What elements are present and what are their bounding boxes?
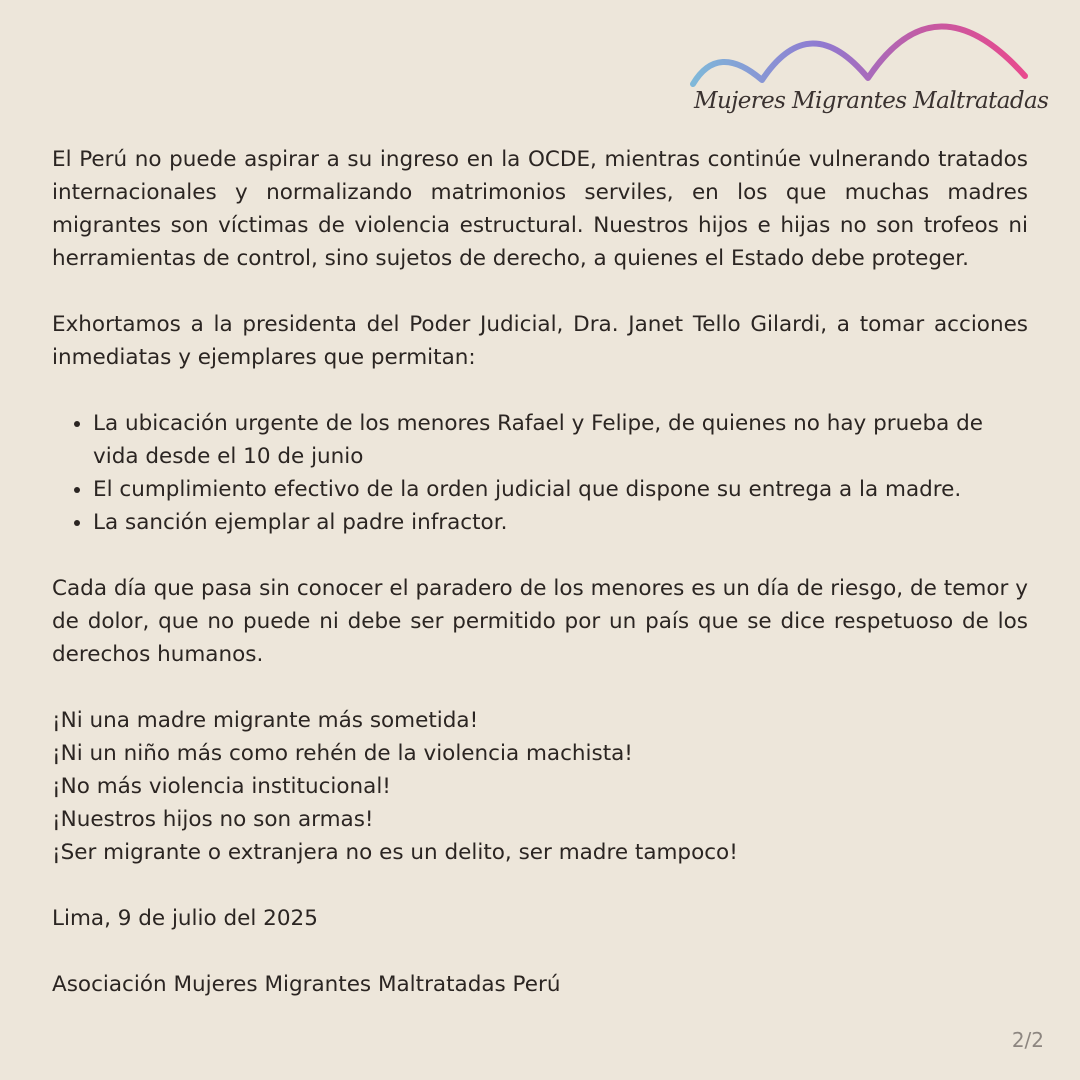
logo-wordmark: Mujeres Migrantes Maltratadas [694,88,1049,114]
list-item: • La ubicación urgente de los menores Rafael y Felipe, de quienes no hay prueba de vida desde el 10 de junio [93,407,1028,473]
organization-logo [688,0,1049,130]
page-number: 2/2 [1011,1028,1044,1052]
slogan-line: ¡No más violencia institucional! [52,774,391,799]
demands-list [52,407,1028,539]
letter-body [52,143,1028,1001]
slogan-line: ¡Nuestros hijos no son armas! [52,807,374,832]
wave-arc-logo-graphic [688,0,1033,90]
slogan-line: ¡Ni una madre migrante más sometida! [52,708,479,733]
slogan-line: ¡Ni un niño más como rehén de la violencia machista! [52,741,633,766]
signature: Asociación Mujeres Migrantes Maltratadas Perú [52,972,561,997]
spacer [52,374,1028,407]
place-date: Lima, 9 de julio del 2025 [52,906,318,931]
paragraph-ocde: El Perú no puede aspirar a su ingreso en la OCDE, mientras continúe vulnerando tratados internacionales y normalizando matrimonios serviles, en los que muchas madres migrantes son víctimas de violencia estructural. Nuestros hijos e hijas no son trofeos ni herramientas de control, sino sujetos de derecho, a quienes el Estado debe proteger. [52,147,1028,271]
slogans [52,704,1028,869]
paragraph-exhortation: Exhortamos a la presidenta del Poder Judicial, Dra. Janet Tello Gilardi, a tomar acciones inmediatas y ejemplares que permitan: [52,312,1028,370]
list-item: • La sanción ejemplar al padre infractor. [93,506,1028,539]
slogan-line: ¡Ser migrante o extranjera no es un delito, ser madre tampoco! [52,840,738,865]
list-item: • El cumplimiento efectivo de la orden judicial que dispone su entrega a la madre. [93,473,1028,506]
paragraph-risk: Cada día que pasa sin conocer el paradero de los menores es un día de riesgo, de temor y de dolor, que no puede ni debe ser permitido por un país que se dice respetuoso de los derechos humanos. [52,576,1028,667]
